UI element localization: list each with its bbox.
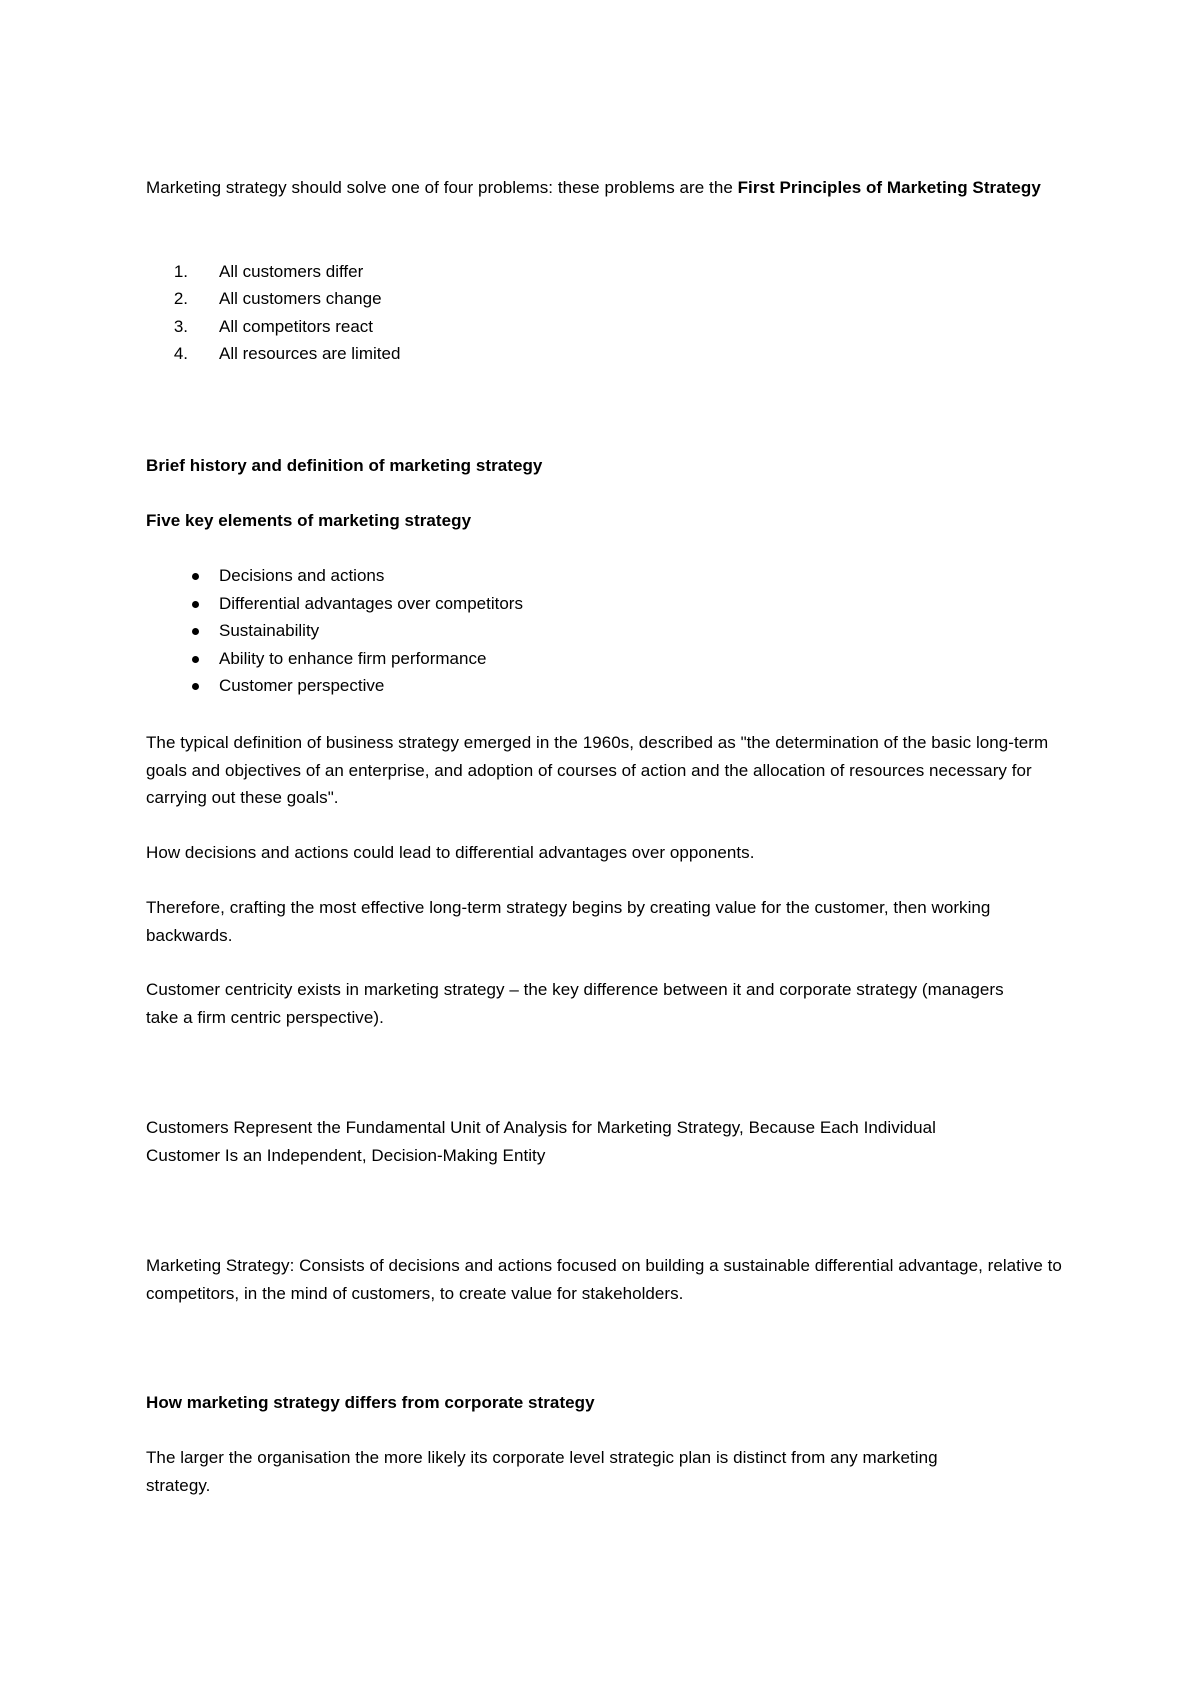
bullet-icon — [192, 573, 199, 580]
paragraph-definition: The typical definition of business strategy emerged in the 1960s, described as "the determination of the basic long-term goals and objectives of an enterprise, and adoption of courses of action and the allocation of resources necessary for carrying out these goals". — [146, 733, 1049, 807]
intro-bold-text: First Principles of Marketing Strategy — [737, 178, 1041, 197]
bullet-icon — [192, 656, 199, 663]
paragraph-larger: The larger the organisation the more likely its corporate level strategic plan is distinct from any marketing strategy. — [146, 1448, 938, 1495]
paragraph-therefore: Therefore, crafting the most effective long-term strategy begins by creating value for the customer, then working backwards. — [146, 898, 991, 945]
bullet-icon — [192, 683, 199, 690]
element-text: Sustainability — [219, 621, 320, 640]
principle-number: 4. — [173, 344, 188, 363]
principle-number: 1. — [173, 262, 188, 281]
paragraph-marketing-strategy: Marketing Strategy: Consists of decisions and actions focused on building a sustainable differential advantage, relative to competitors, in the mind of customers, to create value for stakeholders. — [146, 1256, 1062, 1303]
bullet-icon — [192, 628, 199, 635]
heading-history: Brief history and definition of marketing strategy — [146, 456, 543, 475]
principle-text: All resources are limited — [219, 344, 401, 363]
intro-text: Marketing strategy should solve one of four problems: these problems are the — [146, 178, 738, 197]
paragraph-decisions: How decisions and actions could lead to differential advantages over opponents. — [146, 843, 755, 862]
paragraph-customers-unit: Customers Represent the Fundamental Unit of Analysis for Marketing Strategy, Because Each Individual Customer Is an Independent, Decision-Making Entity — [146, 1118, 936, 1165]
principle-text: All customers change — [219, 289, 382, 308]
element-text: Decisions and actions — [219, 566, 385, 585]
heading-elements: Five key elements of marketing strategy — [146, 511, 472, 530]
principle-text: All competitors react — [219, 317, 373, 336]
element-text: Differential advantages over competitors — [219, 594, 523, 613]
bullet-icon — [192, 601, 199, 608]
element-text: Ability to enhance firm performance — [219, 649, 487, 668]
paragraph-centricity: Customer centricity exists in marketing strategy – the key difference between it and corporate strategy (managers take a firm centric perspective). — [146, 980, 1004, 1027]
principle-number: 3. — [173, 317, 188, 336]
principle-text: All customers differ — [219, 262, 364, 281]
principle-number: 2. — [173, 289, 188, 308]
intro-paragraph — [146, 174, 1046, 202]
element-text: Customer perspective — [219, 676, 385, 695]
heading-differs: How marketing strategy differs from corporate strategy — [146, 1393, 595, 1412]
